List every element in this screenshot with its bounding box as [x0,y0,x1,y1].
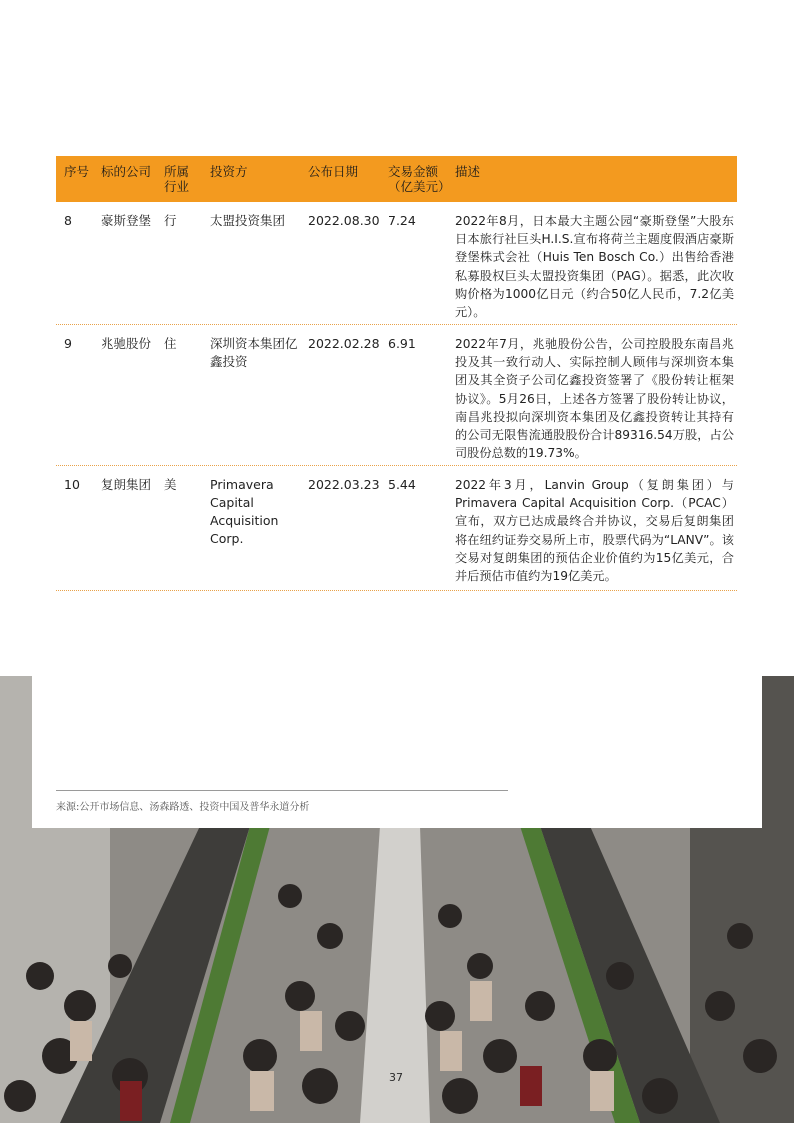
row-industry: 美 [164,477,177,492]
row-target: 兆驰股份 [101,336,152,351]
row-date: 2022.02.28 [308,336,380,351]
row-industry: 行 [164,213,177,228]
row-investor: Primavera Capital Acquisition Corp. [210,477,279,546]
header-investor: 投资方 [210,164,248,179]
row-target: 复朗集团 [101,477,152,492]
row-amount: 7.24 [388,213,416,228]
row-no: 10 [64,477,80,492]
row-description: 2022年8月，日本最大主题公园“豪斯登堡”大股东日本旅行社巨头H.I.S.宣布将荷兰主题度假酒店豪斯登堡株式会社（Huis Ten Bosch Co.）出售给香港私募股权巨头太盟投资集团（PAG）。据悉，此次收购价格为1000亿日元（约合50亿人民币，7.2亿美元）。 [455,214,734,320]
row-amount: 5.44 [388,477,416,492]
row-date: 2022.08.30 [308,213,380,228]
header-amount: 交易金额（亿美元） [388,164,451,194]
table-header [56,156,737,202]
row-no: 9 [64,336,72,351]
row-target: 豪斯登堡 [101,213,152,228]
table-row [56,325,737,466]
row-investor: 深圳资本集团亿鑫投资 [210,336,298,369]
header-date: 公布日期 [308,164,359,179]
table-row [56,202,737,325]
source-note: 来源:公开市场信息、汤森路透、投资中国及普华永道分析 [56,802,310,813]
row-description: 2022年3月，Lanvin Group（复朗集团）与Primavera Capital Acquisition Corp.（PCAC）宣布，双方已达成最终合并协议，交易后复朗集团将在纽约证券交易所上市，股票代码为“LANV”。该交易对复朗集团的预估企业价值约为15亿美元，合并后预估市值约为19亿美元。 [455,478,734,584]
row-description: 2022年7月，兆驰股份公告，公司控股股东南昌兆投及其一致行动人、实际控制人顾伟与深圳资本集团及其全资子公司亿鑫投资签署了《股份转让框架协议》。5月26日，上述各方签署了股份转让协议，南昌兆投拟向深圳资本集团及亿鑫投资转让其持有的公司无限售流通股股份合计89316.54万股，占公司股份总数的19.73%。 [455,337,734,461]
header-industry: 所属行业 [164,164,190,194]
row-no: 8 [64,213,72,228]
page-number: 37 [389,1071,403,1084]
source-divider [56,790,508,791]
header-no: 序号 [64,164,90,179]
deals-table [56,156,737,591]
header-desc: 描述 [455,164,481,179]
row-date: 2022.03.23 [308,477,380,492]
row-amount: 6.91 [388,336,416,351]
header-target: 标的公司 [101,164,152,179]
table-row [56,466,737,591]
row-industry: 住 [164,336,177,351]
row-investor: 太盟投资集团 [210,213,286,228]
